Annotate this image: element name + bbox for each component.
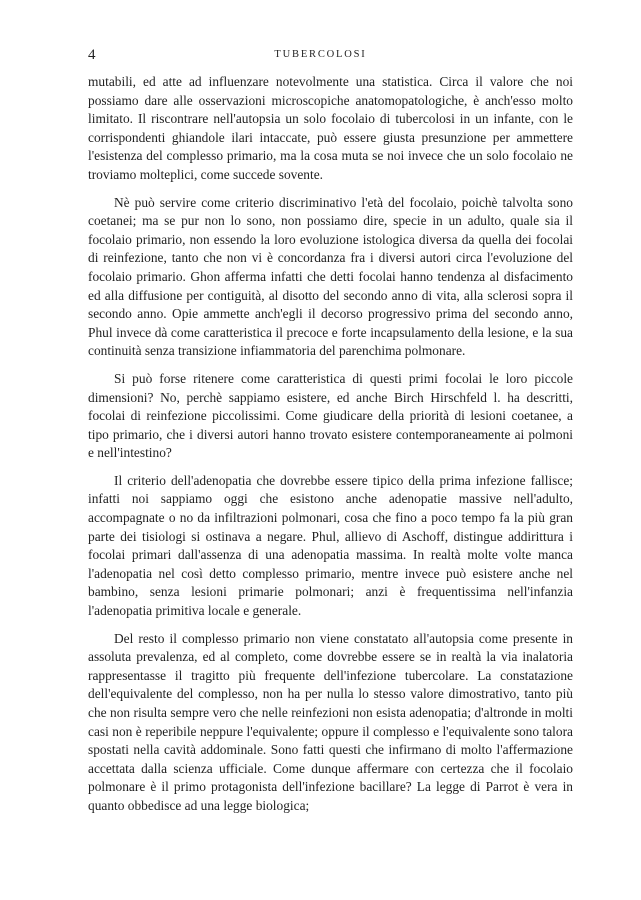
paragraph: Si può forse ritenere come caratteristica di questi primi focolai le loro piccole dimensioni? No, perchè sappiamo esistere, ed anche Birch Hirschfeld l. ha descritti, focolai di reinfezione piccolissimi. Come giudicare della priorità di lesioni coetanee, a tipo primario, che i diversi autori hanno trovato esistere contemporaneamente ai polmoni e nell'intestino? [88, 370, 573, 461]
paragraph: Il criterio dell'adenopatia che dovrebbe essere tipico della prima infezione fallisce; infatti noi sappiamo oggi che esistono anche adenopatie massive nell'adulto, accompagnate o no da infiltrazioni polmonari, cosa che fino a poco tempo fa la più gran parte dei tisiologi si ostinava a negare. Phul, allievo di Aschoff, distingue addirittura i focolai primari dall'assenza di una adenopatia massima. In realtà molte volte manca l'adenopatia nel così detto complesso primario, mentre invece può esistere anche nel bambino, senza lesioni primarie polmonari; anzi è frequentissima nell'infanzia l'adenopatia primitiva locale e generale. [88, 472, 573, 619]
body-text [88, 73, 573, 825]
page-number: 4 [88, 47, 96, 63]
paragraph: Del resto il complesso primario non viene constatato all'autopsia come presente in assoluta prevalenza, ed al completo, come dovrebbe essere se in realtà la via inalatoria rappresentasse il tragitto più frequente dell'infezione tubercolare. La constatazione dell'equivalente del complesso, non ha per nulla lo stesso valore dimostrativo, tanto più che non risulta sempre vero che nelle reinfezioni non esista adenopatia; d'altronde in molti casi non è reperibile neppure l'equivalente; oppure il complesso e l'equivalente sono talora spostati nella cavità addominale. Sono fatti questi che infirmano di molto l'affermazione accettata dalla scienza ufficiale. Come dunque affermare con certezza che il focolaio polmonare è il primo protagonista dell'infezione bacillare? La legge di Parrot è vera in quanto obbedisce ad una legge biologica; [88, 630, 573, 813]
running-title: TUBERCOLOSI [274, 49, 367, 60]
paragraph: mutabili, ed atte ad influenzare notevolmente una statistica. Circa il valore che noi possiamo dare alle osservazioni microscopiche anatomopatologiche, è anch'esso molto limitato. Il riscontrare nell'autopsia un solo focolaio di tubercolosi in un infante, con le corrispondenti ghiandole ilari intaccate, può essere giusta presunzione per ammettere l'esistenza del complesso primario, ma la cosa muta se noi invece che un solo focolaio ne troviamo molteplici, come succede sovente. [88, 74, 573, 182]
paragraph: Nè può servire come criterio discriminativo l'età del focolaio, poichè talvolta sono coetanei; ma se pur non lo sono, non possiamo dire, specie in un adulto, quale sia il focolaio primario, non essendo la loro evoluzione istologica diversa da quella dei focolai di reinfezione, tanto che non vi è concordanza fra i diversi autori circa l'evoluzione del focolaio primario. Ghon afferma infatti che detti focolai hanno tendenza al disfacimento ed alla diffusione per contiguità, al disotto del secondo anno di vita, alla sclerosi sopra il secondo anno. Opie ammette anch'egli il decorso progressivo prima del secondo anno, Phul invece dà come caratteristica il precoce e forte incapsulamento della lesione, e la sua continuità senza transizione infiammatoria del parenchima polmonare. [88, 194, 573, 359]
